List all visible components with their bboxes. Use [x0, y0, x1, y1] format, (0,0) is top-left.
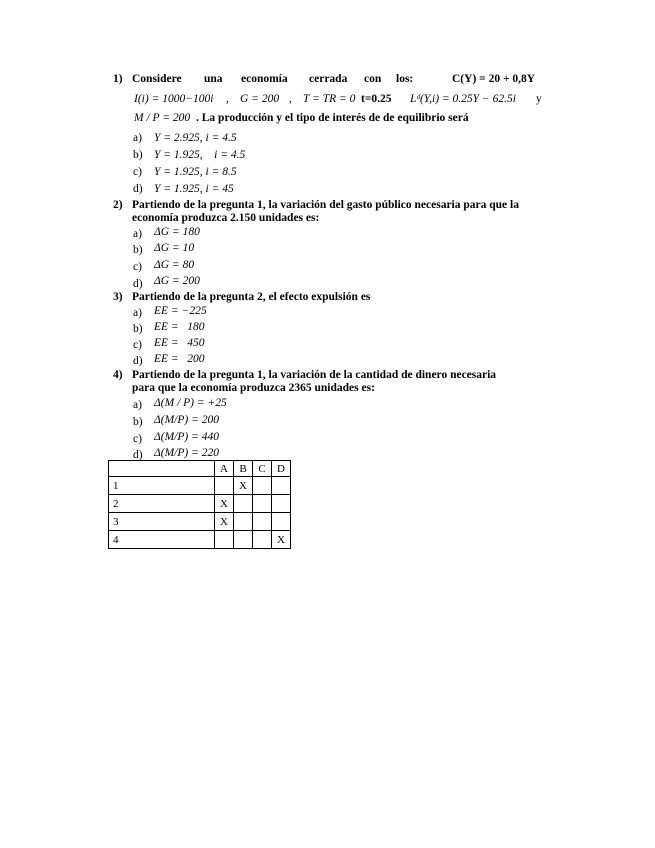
answer-cell [272, 477, 291, 495]
option-letter: d) [133, 183, 143, 195]
option-letter: b) [133, 244, 143, 256]
question-cell: 4 [109, 531, 215, 549]
option-text: ΔG = 80 [154, 259, 195, 271]
tax-rate: t=0.25 [361, 93, 392, 105]
q1-question-text: . La producción y el tipo de interés de de equilibrio será [196, 112, 469, 124]
q2-text-line: economía produzca 2.150 unidades es: [132, 212, 320, 224]
table-row [109, 477, 291, 495]
separator: , [289, 93, 292, 105]
option-text: Y = 2.925, i = 4.5 [154, 132, 237, 144]
option-letter: c) [133, 166, 142, 178]
answer-cell [253, 513, 272, 531]
option-letter: d) [133, 355, 143, 367]
answer-cell [234, 531, 253, 549]
q4-text-line: para que la economía produzca 2365 unidades es: [132, 382, 375, 394]
option-text: Δ(M / P) = +25 [154, 397, 227, 409]
answer-cell: X [272, 531, 291, 549]
option-text: EE = 450 [154, 337, 205, 349]
question-cell: 2 [109, 495, 215, 513]
question-cell: 1 [109, 477, 215, 495]
table-header-row [109, 461, 291, 477]
answer-cell: X [215, 495, 234, 513]
government-spending: G = 200 [240, 93, 280, 105]
header-cell: D [272, 461, 291, 477]
q4-text-line: Partiendo de la pregunta 1, la variación de la cantidad de dinero necesaria [132, 369, 497, 381]
header-cell: B [234, 461, 253, 477]
header-cell: C [253, 461, 272, 477]
q1-word: una [204, 73, 223, 85]
option-letter: d) [133, 278, 143, 290]
question-number: 2) [113, 199, 123, 211]
answer-cell [253, 531, 272, 549]
option-text: ΔG = 10 [154, 242, 195, 254]
option-letter: b) [133, 416, 143, 428]
question-number: 1) [113, 73, 123, 85]
option-text: ΔG = 180 [154, 226, 200, 238]
q1-word: economía [241, 73, 288, 85]
option-letter: a) [133, 399, 142, 411]
option-letter: b) [133, 149, 143, 161]
q3-text-line: Partiendo de la pregunta 2, el efecto expulsión es [132, 291, 371, 303]
table-row [109, 531, 291, 549]
answer-cell [234, 513, 253, 531]
question-number: 4) [113, 369, 123, 381]
table-row [109, 513, 291, 531]
option-text: EE = −225 [154, 305, 207, 317]
answer-cell [253, 477, 272, 495]
answer-cell [253, 495, 272, 513]
option-letter: c) [133, 261, 142, 273]
option-text: EE = 180 [154, 321, 205, 333]
q1-word: cerrada [309, 73, 348, 85]
option-text: Δ(M/P) = 220 [154, 447, 219, 459]
option-letter: c) [133, 433, 142, 445]
option-text: Y = 1.925, i = 8.5 [154, 166, 237, 178]
answer-cell [215, 531, 234, 549]
answer-cell: X [234, 477, 253, 495]
q1-word: Considere [132, 73, 182, 85]
option-letter: d) [133, 449, 143, 461]
money-demand: Lᵈ(Y,i) = 0.25Y − 62.5i [410, 93, 516, 105]
money-supply: M / P = 200 [134, 112, 191, 124]
option-text: Δ(M/P) = 440 [154, 431, 219, 443]
consumption-function: C(Y) = 20 + 0,8Y [452, 73, 536, 85]
q1-word: con [364, 73, 382, 85]
option-text: Y = 1.925, i = 4.5 [154, 149, 246, 161]
option-text: Δ(M/P) = 200 [154, 414, 219, 426]
answer-cell [272, 495, 291, 513]
answer-cell [215, 477, 234, 495]
option-text: EE = 200 [154, 353, 205, 365]
header-cell: A [215, 461, 234, 477]
table-row [109, 495, 291, 513]
option-letter: c) [133, 339, 142, 351]
taxes-transfers: T = TR = 0 [303, 93, 356, 105]
separator: , [226, 93, 229, 105]
answer-cell [234, 495, 253, 513]
investment-function: I(i) = 1000−100i [134, 93, 214, 105]
answer-cell: X [215, 513, 234, 531]
option-text: Y = 1.925, i = 45 [154, 183, 234, 195]
answer-cell [272, 513, 291, 531]
option-letter: a) [133, 307, 142, 319]
option-letter: a) [133, 132, 142, 144]
option-text: ΔG = 200 [154, 275, 200, 287]
option-letter: b) [133, 323, 143, 335]
conjunction: y [536, 93, 542, 105]
option-letter: a) [133, 228, 142, 240]
q1-word: los: [396, 73, 414, 85]
question-number: 3) [113, 291, 123, 303]
question-cell: 3 [109, 513, 215, 531]
answer-table [108, 460, 291, 549]
header-cell [109, 461, 215, 477]
q2-text-line: Partiendo de la pregunta 1, la variación del gasto público necesaria para que la [132, 199, 519, 211]
